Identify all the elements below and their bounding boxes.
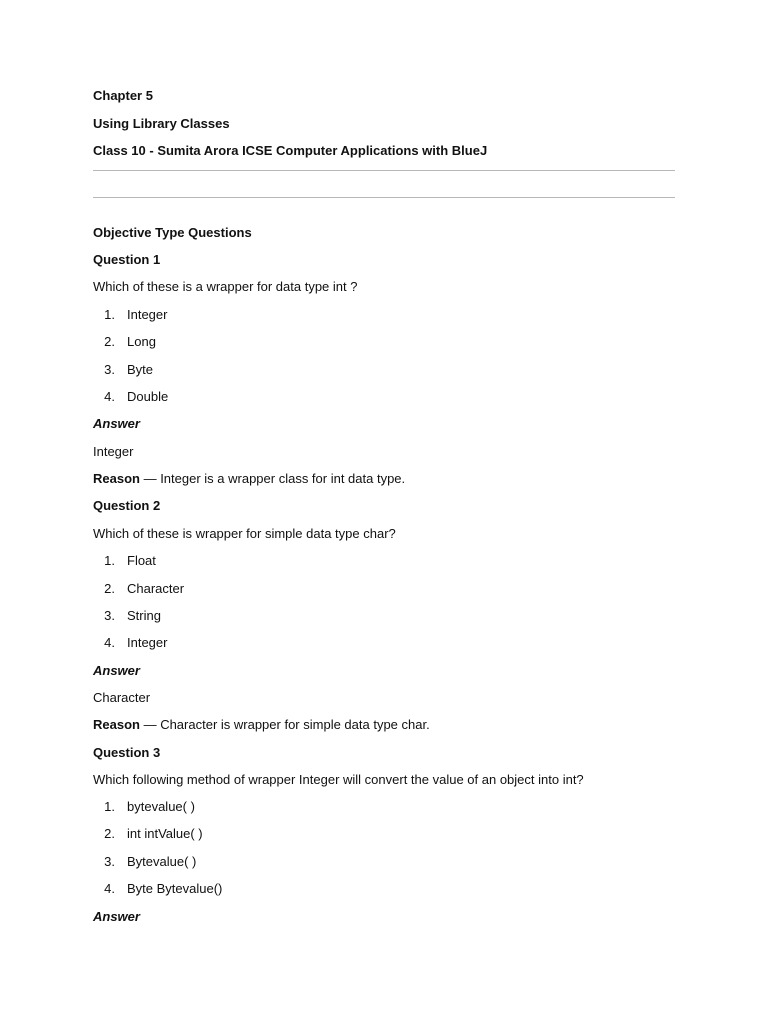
option-number: 2. bbox=[104, 581, 115, 596]
chapter-title: Using Library Classes bbox=[93, 116, 230, 131]
option-text: bytevalue( ) bbox=[127, 799, 195, 814]
option-number: 2. bbox=[104, 334, 115, 349]
question-2-reason bbox=[93, 717, 430, 733]
reason-text: — Integer is a wrapper class for int data type. bbox=[139, 471, 406, 486]
reason-label: Reason bbox=[93, 717, 140, 732]
question-3-text: Which following method of wrapper Integer will convert the value of an object into int? bbox=[93, 772, 584, 787]
option-number: 3. bbox=[104, 608, 115, 623]
divider-bottom bbox=[93, 197, 675, 198]
reason-text: — Character is wrapper for simple data type char. bbox=[139, 717, 430, 732]
question-1-text: Which of these is a wrapper for data type int ? bbox=[93, 279, 358, 294]
question-2-answer-label: Answer bbox=[93, 663, 140, 678]
chapter-number: Chapter 5 bbox=[93, 88, 153, 103]
question-2-option-3 bbox=[93, 608, 161, 624]
option-number: 4. bbox=[104, 881, 115, 896]
question-3-label: Question 3 bbox=[93, 745, 161, 760]
option-number: 1. bbox=[104, 553, 115, 568]
option-text: Integer bbox=[127, 307, 168, 322]
option-text: Byte Bytevalue() bbox=[127, 881, 223, 896]
option-text: Character bbox=[127, 581, 185, 596]
question-3-answer-label: Answer bbox=[93, 909, 140, 924]
option-number: 4. bbox=[104, 635, 115, 650]
question-1-option-2 bbox=[93, 334, 156, 350]
question-1-label: Question 1 bbox=[93, 252, 161, 267]
option-text: int intValue( ) bbox=[127, 826, 203, 841]
question-1-answer-label: Answer bbox=[93, 416, 140, 431]
question-3-option-2 bbox=[93, 826, 203, 842]
option-text: Float bbox=[127, 553, 156, 568]
divider-top bbox=[93, 170, 675, 171]
option-text: Long bbox=[127, 334, 156, 349]
question-2-option-4 bbox=[93, 635, 167, 651]
question-2-option-1 bbox=[93, 553, 156, 569]
reason-label: Reason bbox=[93, 471, 140, 486]
question-1-reason bbox=[93, 471, 405, 487]
option-text: Byte bbox=[127, 362, 154, 377]
option-text: String bbox=[127, 608, 161, 623]
question-3-option-1 bbox=[93, 799, 195, 815]
option-text: Double bbox=[127, 389, 169, 404]
section-title: Objective Type Questions bbox=[93, 225, 252, 240]
option-number: 1. bbox=[104, 799, 115, 814]
question-1-answer: Integer bbox=[93, 444, 134, 459]
question-1-option-1 bbox=[93, 307, 167, 323]
question-2-label: Question 2 bbox=[93, 498, 161, 513]
option-text: Bytevalue( ) bbox=[127, 854, 197, 869]
book-title: Class 10 - Sumita Arora ICSE Computer Applications with BlueJ bbox=[93, 143, 488, 158]
question-2-option-2 bbox=[93, 581, 184, 597]
option-number: 3. bbox=[104, 854, 115, 869]
question-2-answer: Character bbox=[93, 690, 151, 705]
question-3-option-3 bbox=[93, 854, 196, 870]
question-3-option-4 bbox=[93, 881, 222, 897]
option-number: 3. bbox=[104, 362, 115, 377]
option-number: 2. bbox=[104, 826, 115, 841]
question-1-option-3 bbox=[93, 362, 153, 378]
option-number: 4. bbox=[104, 389, 115, 404]
option-text: Integer bbox=[127, 635, 168, 650]
question-2-text: Which of these is wrapper for simple data type char? bbox=[93, 526, 396, 541]
question-1-option-4 bbox=[93, 389, 168, 405]
option-number: 1. bbox=[104, 307, 115, 322]
